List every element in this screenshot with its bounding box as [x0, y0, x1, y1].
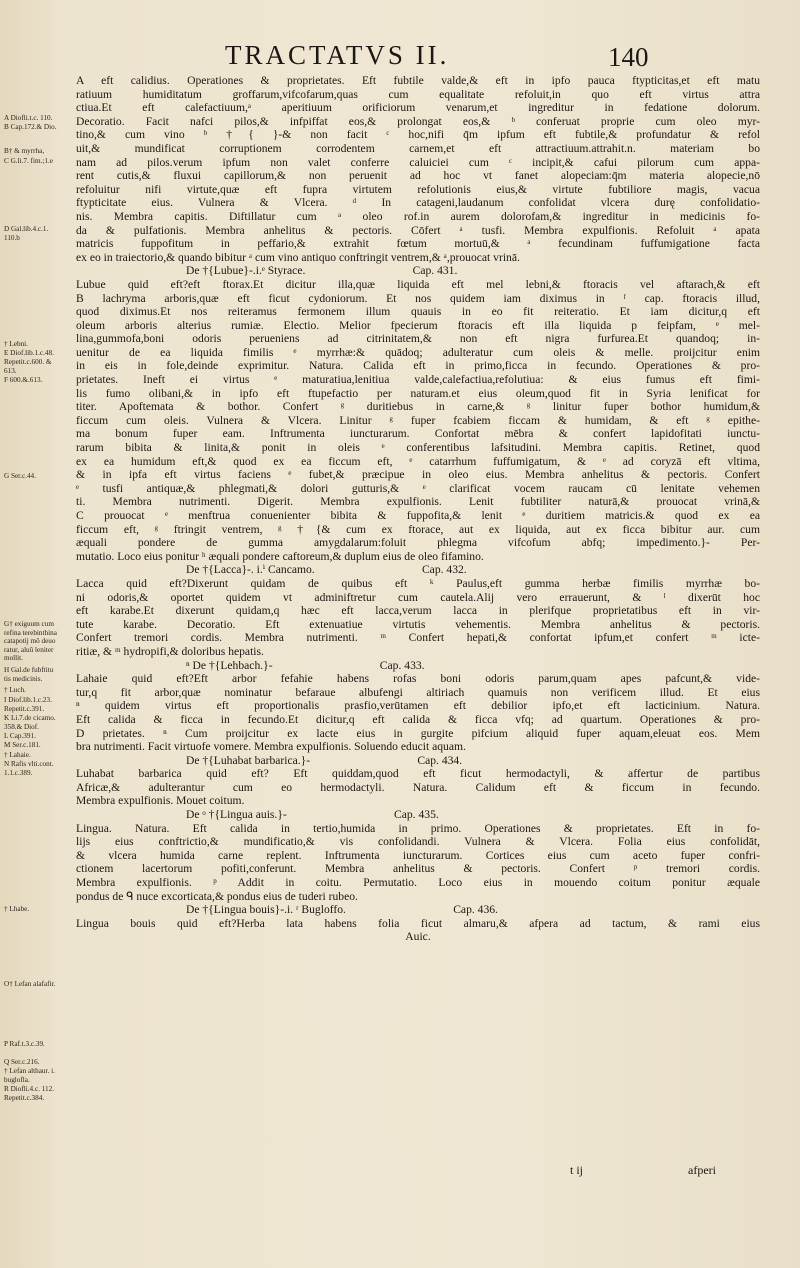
text-line: D prietates. ⁿ Cum proijcitur ex lacte eius in gurgite pifcium aliquid fuper aquam,eleuat eos. Mem: [76, 726, 760, 740]
text-line: Lacca quid eft?Dixerunt quidam de quibus eft ᵏ Paulus,eft gumma herbæ fimilis myrrhæ bo-: [76, 576, 760, 590]
text-line: pondus de ᑫ nuce excorticata,& pondus eius de tuderi rubeo.: [76, 889, 358, 903]
text-line: matricis fuppofitum in peffario,& extrahit fœtum mortuū,& ᵃ fecundinam fuffumigatione facta: [76, 237, 760, 251]
text-line: Lingua bouis quid eft?Herba lata habens folia ficut almaru,& afpera ad tactum, & rami eius: [76, 916, 760, 930]
margin-notes: [2, 100, 64, 1180]
text-line: nis. Membra capitis. Diftillatur cum ᵃ oleo rof.in aurem dolorofam,& ingreditur in medicinis fo-: [76, 209, 760, 223]
margin-note: † Lefan althaur. i. buglofla.: [4, 1067, 55, 1084]
text-line: ⁿ quidem virtus eft proportionalis prasfio,verūtamen eft debilior ipfo,et eft lacticinium. Natura.: [76, 699, 760, 713]
margin-note: B† & myrrha,: [4, 147, 45, 155]
chapter-heading: De †{Luhabat barbarica.}- Cap. 434.: [186, 753, 463, 767]
margin-note: N Rafis vlti.cont. 1.1.c.389.: [4, 760, 54, 777]
text-line: ni odoris,& oportet quidem vt adminiftretur cum cautela.Alij vero errauerunt, & ˡ dixerūt hoc: [76, 590, 760, 604]
text-line: quod diximus.Et nos reiteramus fermonem illum quauis in eo fit reiteratio. Et iam dicitur,q eft: [76, 305, 760, 319]
margin-note: D Gal.lib.4.c.1. 110.b: [4, 225, 49, 242]
text-line: tino,& cum vino ᵇ †{ }-& non facit ᶜ hoc,nifi q̄m ipfum eft fubtile,& profundatur & refol: [76, 128, 760, 142]
page-number: 140: [608, 42, 649, 72]
margin-note: I Diof.lib.1.c.23. Repetit.c.391.: [4, 696, 52, 713]
text-line: oleum arboris alterius rumiæ. Electio. Melior fpecierum ftoracis eft illa liquida p feipfam, ᵉ mel-: [76, 318, 760, 332]
text-line: Auic.: [405, 930, 431, 944]
text-line: ftypticitate eius. Vulnera & Vlcera. ᵈ In catageni,laudanum confolidat vlcera durę confolidatio-: [76, 196, 760, 210]
chapter-heading: De ᵒ †{Lingua auis.}- Cap. 435.: [186, 808, 439, 822]
margin-note: † Lahaie.: [4, 751, 31, 759]
margin-note: O† Lefan alafafir.: [4, 980, 56, 988]
catchword: afperi: [688, 1163, 716, 1177]
margin-note: L Cap.391.: [4, 732, 36, 740]
text-line: ritiæ, & ᵐ hydropifi,& doloribus hepatis.: [76, 644, 264, 658]
margin-note: † Lebni.: [4, 340, 28, 348]
text-line: Luhabat barbarica quid eft? Eft quiddam,quod eft ficut hermodactyli, & affertur de partibus: [76, 767, 760, 781]
text-line: ma bonum fuper eam. Inftrumenta iuncturarum. Confortat mēbra & confert lapidofitati iunctu-: [76, 427, 760, 441]
text-line: C prouocat ᵉ menftrua conuenienter bibita & fuppofita,& lenit ᵉ duritiem matricis.& quod ex ea: [76, 509, 760, 522]
margin-note: K Li.7.de cicamo. 358.& Diof.: [4, 714, 56, 731]
text-line: eft karabe.Et dixerunt quidam,q hæc eft lacca,verum lacca in plerifque proprietatibus eft in vir-: [76, 604, 760, 618]
text-line: ex eo in traiectorio,& quando bibitur ᵃ cum vino antiquo conftringit ventrem,& ᵃ,prouocat vrinā.: [76, 250, 520, 264]
text-line: Lahaie quid eft?Eft arbor fefahie habens rofas boni odoris parum,quam apes pafcunt,& vide-: [76, 672, 760, 686]
text-line: da & pulfationis. Membra anhelitus & pectoris. Cōfert ᵃ tusfi. Membra expulfionis. Refoluit ᵃ apata: [76, 223, 760, 237]
text-line: B lachryma arboris,quæ eft ficut cydoniorum. Et nos quidem iam diximus in ᶠ cap. ftoracis illud,: [76, 291, 760, 305]
margin-note: G Ser.c.44.: [4, 472, 36, 480]
text-line: prietates. Ineft ei virtus ᵉ maturatiua,lenitiua valde,calefactiua,refolutiua: & eius fumus eft fimi-: [76, 373, 760, 387]
text-line: ex ea humidum eft,& quod ex ea ficcum eft, ᵉ catarrhum fuffumigatum, & ᵉ ad coryzā eft vltima,: [76, 454, 760, 468]
chapter-heading: De †{Lacca}-. i.ⁱ Cancamo. Cap. 432.: [186, 563, 467, 577]
margin-note: R Diofli.4.c. 112. Repetit.c.384.: [4, 1085, 55, 1102]
text-line: & in ipfa eft virtus faciens ᵉ fubet,& præcipue in oleo eius. Membra anhelitus & pectoris. Confert: [76, 468, 760, 482]
text-line: ratiuum humiditatum groffarum,vifcofarum,quas cum equalitate refoluit,in quo eft virtus attra: [76, 87, 760, 101]
text-line: Africæ,& adulterantur cum eo hermodactyli. Natura. Calidum eft & ficcum in fecundo.: [76, 780, 760, 794]
text-line: ᵉ tusfi antiquæ,& phlegmati,& dolori gutturis,& ᵉ clarificat vocem raucam cū lenitate vehemen: [76, 481, 760, 495]
margin-note: A Diofli.t.c. 110.: [4, 114, 53, 122]
text-line: Membra expulfionis. ᵖ Addit in coitu. Permutatio. Loco eius in mouendo coitum ponitur æquale: [76, 876, 760, 890]
margin-note: † Lhabe.: [4, 905, 30, 913]
page-header: [225, 40, 745, 74]
text-line: lis fumo olibani,& in ipfo eft ftupefactio per naturam.et eius oleum,quod fit in Syria lenificat for: [76, 386, 760, 400]
text-line: tute karabe. Decoratio. Eft extenuatiue virtutis vehementis. Membra anhelitus & pectoris.: [76, 617, 760, 631]
text-line: rent cutis,& fluxui capillorum,& non peruenit ad hoc vt fanet alopeciam:q̄m materia alopecie,nō: [76, 169, 760, 183]
margin-note: B Cap.172.& Dio.: [4, 123, 57, 131]
text-line: & vlcera humida carne replent. Inftrumenta iuncturarum. Cortices eius cum aceto fuper confri-: [76, 848, 760, 862]
margin-note: C G.li.7. fim.;1.e: [4, 157, 53, 165]
text-line: in eis in fole,deinde exprimitur. Natura. Calida eft in primo,ficca in fecundo. Operationes & pro-: [76, 359, 760, 373]
text-line: Eft calida & ficca in fecundo.Et dicitur,q eft calida & ficca vfq; ad quartum. Operationes & pro-: [76, 712, 760, 726]
margin-note: † Luch.: [4, 686, 26, 694]
text-line: refoluitur nifi virtute,quæ eft fupra virtutem refolutionis eius,& virtute fubtiliore magis, vacua: [76, 182, 760, 196]
margin-note: Q Ser.c.216.: [4, 1058, 40, 1066]
text-line: tur,q fit arbor,quæ nominatur befaraue albufengi altiriach quamuis non verificem illud. Et eius: [76, 685, 760, 699]
text-line: titer. Apoftemata & bothor. Confert ᵍ duritiebus in carne,& ᵍ linitur fuper bothor humidum,&: [76, 400, 760, 414]
text-line: ctionem lacertorum pofiti,conferunt. Membra anhelitus & pectoris. Confert ᵖ tremori cordis.: [76, 862, 760, 876]
signature-mark: t ij: [570, 1163, 584, 1177]
chapter-heading: ⁿ De †{Lehbach.}- Cap. 433.: [186, 658, 425, 672]
margin-note: M Ser.c.181.: [4, 741, 41, 749]
margin-note: Repetit.c.600. & 613.: [4, 358, 52, 375]
text-line: ti. Membra nutrimenti. Digerit. Membra expulfionis. Lenit fubtiliter naturā,& prouocat vrinā,&: [76, 495, 760, 509]
text-line: rarum bibita & linita,& ponit in oleis ᵉ conferentibus lafsitudini. Membra capitis. Retinet, quod: [76, 441, 760, 455]
main-text: [76, 74, 760, 944]
running-head: TRACTATVS II.: [225, 40, 450, 70]
text-line: lina,gummofa,boni odoris perueniens ad citrinitatem,& non eft nigra furfurea.Et quandoq; in-: [76, 332, 760, 346]
catchword-line: [460, 1163, 760, 1179]
margin-note: G† exiguum cum refina terebinthina catapotij mô deuo ratur, aluû leniter mollit.: [4, 620, 57, 663]
text-line: Decoratio. Facit nafci pilos,& infpiffat eos,& prolongat eos,& ᵇ conferuat proprie cum oleo myr-: [76, 114, 760, 128]
text-line: A eft calidius. Operationes & proprietates. Eft fubtile valde,& eft in ipfo pauca ftypticitas,et eft matu: [76, 74, 760, 87]
text-line: uit,& mundificat corruptionem corrodentem carnem,et eft attractiuum.attrahit.n. materiam bo: [76, 141, 760, 155]
text-line: Lingua. Natura. Eft calida in tertio,humida in primo. Operationes & proprietates. Eft in fo-: [76, 821, 760, 835]
text-line: bra nutrimenti. Facit virtuofe vomere. Membra expulfionis. Soluendo educit aquam.: [76, 740, 466, 754]
text-line: ctiua.Et eft calefactiuum,ᵃ aperitiuum orificiorum venarum,et ingreditur in fedatione dolorum.: [76, 101, 760, 115]
text-line: ficcum cum oleis. Vulnera & Vlcera. Linitur ᵍ fuper fcabiem ficcam & humidam, & eft ᵍ epithe-: [76, 413, 760, 427]
text-line: æquali pondere de gumma amygdalarum:foluit phlegma vifcofum abfq; impedimento.}- Per-: [76, 536, 760, 550]
text-line: ficcum eft, ᵍ ftringit ventrem, ᵍ †{& cum ex ftorace, aut ex liquida, aut ex ficca bibitur aur. cum: [76, 522, 760, 536]
text-line: uenitur de ea liquida fimilis ᵉ myrrhæ:& quādoq; adulteratur cum oleis & melle. proijcitur enim: [76, 345, 760, 359]
text-line: Lubue quid eft?eft ftorax.Et dicitur illa,quæ liquida eft mel lebni,& ftoracis vel aftarach,& eft: [76, 277, 760, 291]
text-line: Membra expulfionis. Mouet coitum.: [76, 794, 245, 808]
margin-note: H Gal.de fubftitu tis medicinis.: [4, 666, 54, 683]
text-line: lijs eius conftrictio,& mundificatio,& vis confolidandi. Vulnera & Vlcera. Folia eius confolidāt,: [76, 835, 760, 849]
chapter-heading: De †{Lubue}-.i.ᵉ Styrace. Cap. 431.: [186, 264, 458, 278]
margin-note: F 600.&.613.: [4, 376, 43, 384]
text-line: nam ad pilos.verum ipfum non valet conferre caluiciei cum ᶜ incipit,& cafui pilorum cum appa-: [76, 155, 760, 169]
text-line: mutatio. Loco eius ponitur ʰ æquali pondere caftoreum,& duplum eius de oleo fifamino.: [76, 549, 484, 563]
margin-note: P Raf.t.3.c.39.: [4, 1040, 45, 1048]
text-line: Confert tremori cordis. Membra nutrimenti. ᵐ Confert hepati,& confortat ipfum,et confert ᵐ icte-: [76, 631, 760, 645]
chapter-heading: De †{Lingua bouis}-.i. ʳ Bugloffo. Cap. 436.: [186, 903, 498, 917]
margin-note: E Diof.lib.1.c.48.: [4, 349, 54, 357]
